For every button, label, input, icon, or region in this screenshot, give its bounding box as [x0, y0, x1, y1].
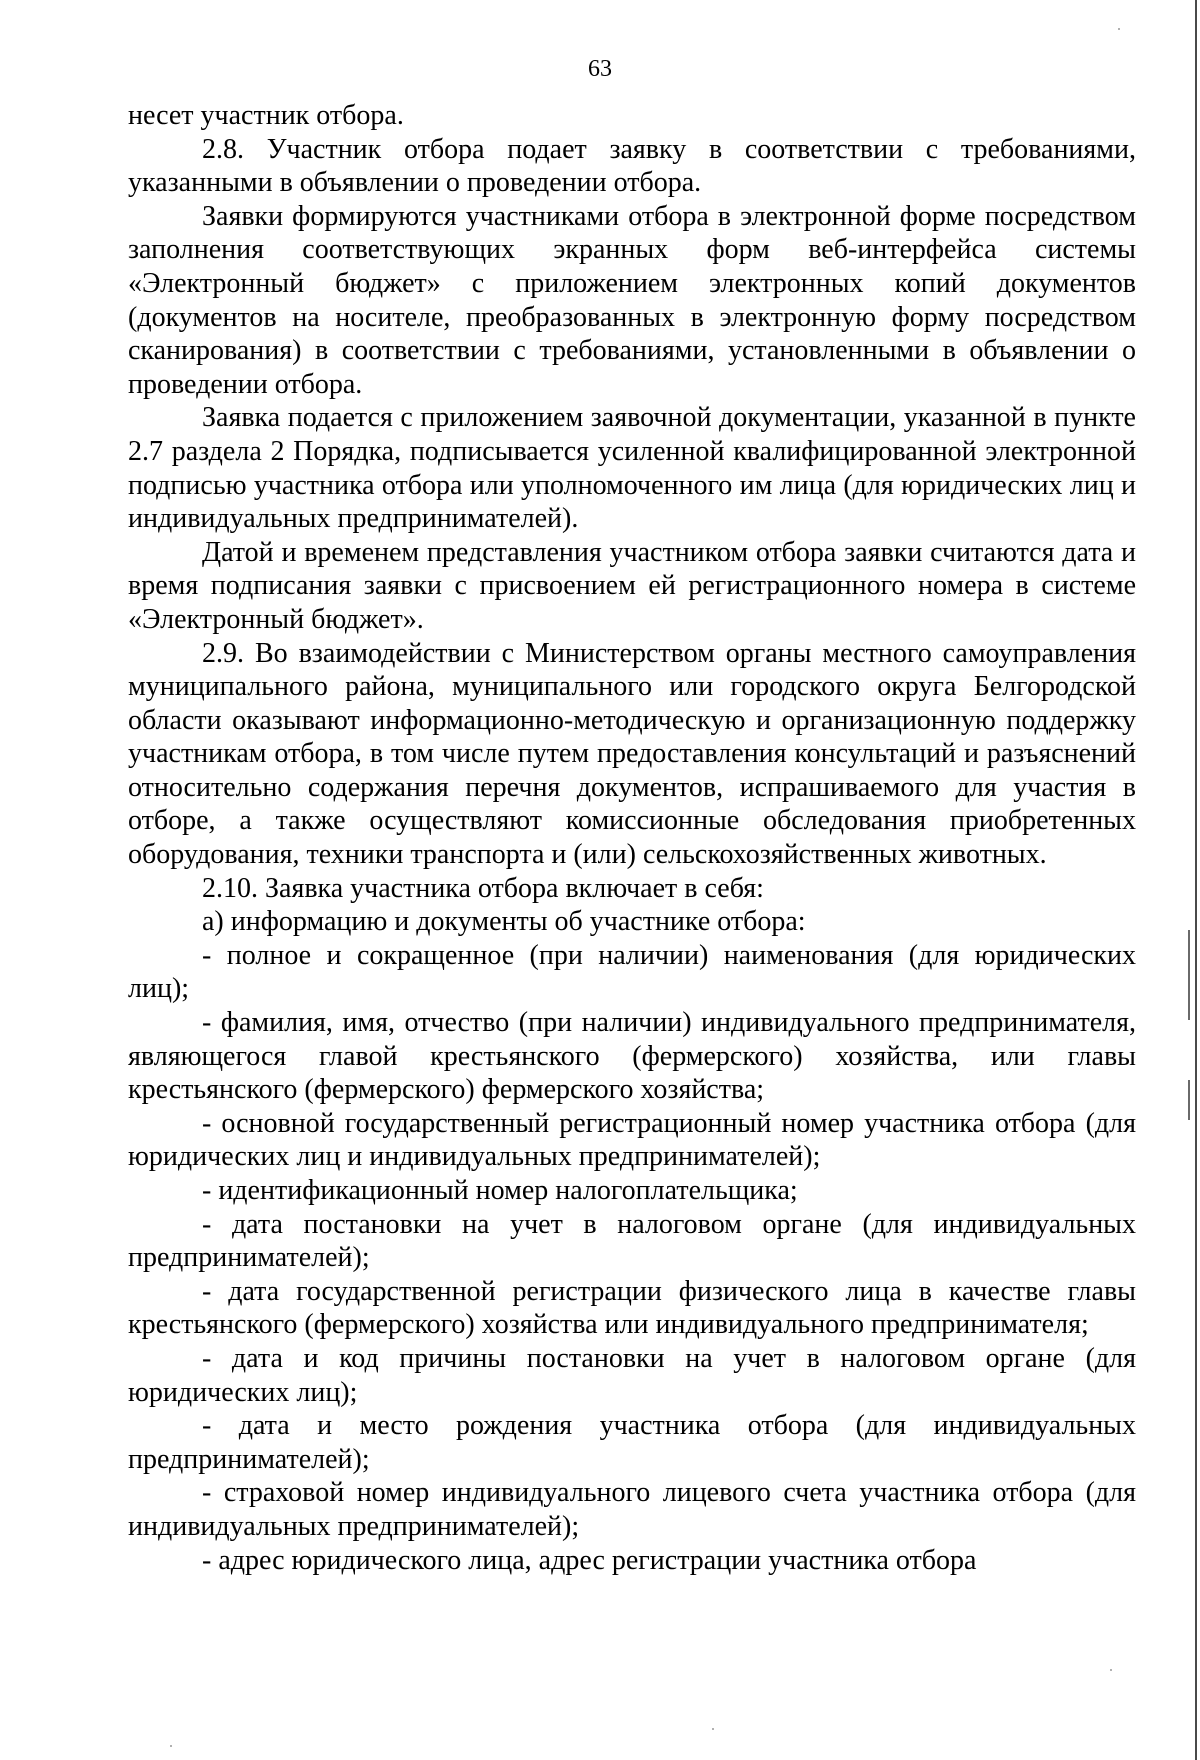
paragraph-application-submitted: Заявка подается с приложением заявочной документации, указанной в пункте 2.7 раздела 2 Порядка, подписывается усиленной квалифицированной электронной подписью участника отбора или уполномоченного им лица (для юридических лиц и индивидуальных предпринимателей).	[128, 402, 1136, 535]
list-item-inn: - идентификационный номер налогоплательщика;	[202, 1175, 798, 1206]
list-item-ogrn: - основной государственный регистрационный номер участника отбора (для юридических лиц и индивидуальных предпринимателей);	[128, 1107, 1136, 1173]
scan-margin-mark	[1188, 1080, 1190, 1120]
scan-speck	[712, 1728, 714, 1730]
paragraph-2-8: 2.8. Участник отбора подает заявку в соответствии с требованиями, указанными в объявлении о проведении отбора.	[128, 133, 1136, 199]
scan-speck	[1110, 1669, 1112, 1671]
paragraph-2-10: 2.10. Заявка участника отбора включает в себя:	[202, 872, 764, 904]
list-item-address: - адрес юридического лица, адрес регистрации участника отбора	[202, 1544, 977, 1576]
paragraph-applications-formed: Заявки формируются участниками отбора в электронной форме посредством заполнения соответствующих экранных форм веб-интерфейса системы «Электронный бюджет» с приложением электронных копий документов (документов на носителе, преобразованных в электронную форму посредством сканирования) в соответствии с требованиями, установленными в объявлении о проведении отбора.	[128, 200, 1136, 400]
scan-edge-line	[1195, 0, 1197, 1760]
scan-margin-mark	[1188, 930, 1190, 1020]
paragraph-2-9: 2.9. Во взаимодействии с Министерством органы местного самоуправления муниципального района, муниципального или городского округа Белгородской области оказывают информационно-методическую и организационную поддержку участникам отбора, в том числе путем предоставления консультаций и разъяснений относительно содержания перечня документов, испрашиваемого для участия в отборе, а также осуществляют комиссионные обследования приобретенных оборудования, техники транспорта и (или) сельскохозяйственных животных.	[128, 637, 1136, 871]
list-item-birth-date-place: - дата и место рождения участника отбора (для индивидуальных предпринимателей);	[128, 1410, 1136, 1475]
list-item-full-name: - полное и сокращенное (при наличии) наименования (для юридических лиц);	[128, 939, 1136, 1005]
scan-speck	[1118, 28, 1120, 30]
paragraph-date-time: Датой и временем представления участником отбора заявки считаются дата и время подписания заявки с присвоением ей регистрационного номера в системе «Электронный бюджет».	[128, 536, 1136, 635]
list-item-kpp: - дата и код причины постановки на учет в налоговом органе (для юридических лиц);	[128, 1342, 1136, 1408]
page-number: 63	[588, 56, 612, 82]
list-item-surname: - фамилия, имя, отчество (при наличии) индивидуального предпринимателя, являющегося главой крестьянского (фермерского) хозяйства, или главы крестьянского (фермерского) фермерского хозяйства;	[128, 1007, 1136, 1106]
document-body	[128, 99, 1136, 1577]
list-item-snils: - страховой номер индивидуального лицевого счета участника отбора (для индивидуальных предпринимателей);	[128, 1477, 1136, 1542]
list-item-tax-registration-date: - дата постановки на учет в налоговом органе (для индивидуальных предпринимателей);	[128, 1208, 1136, 1274]
paragraph-continuation: несет участник отбора.	[128, 100, 404, 131]
scan-speck	[170, 1745, 172, 1747]
paragraph-item-a: а) информацию и документы об участнике отбора:	[202, 906, 806, 938]
list-item-state-registration-date: - дата государственной регистрации физического лица в качестве главы крестьянского (фермерского) хозяйства или индивидуального предпринимателя;	[128, 1275, 1136, 1341]
